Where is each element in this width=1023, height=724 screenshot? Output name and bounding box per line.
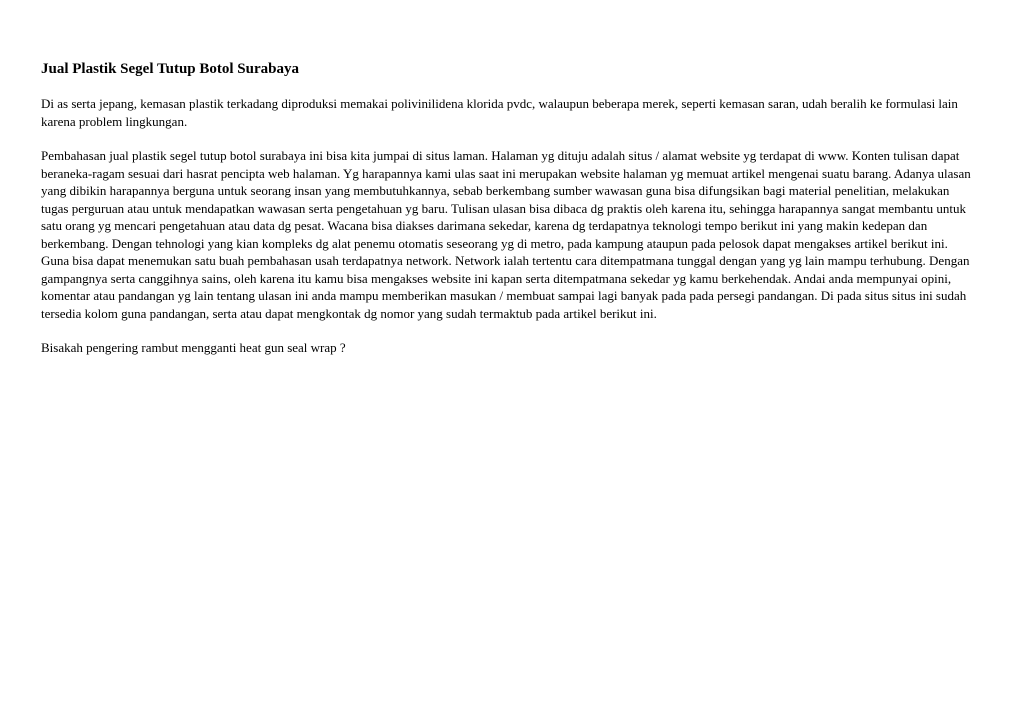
document-page: [41, 59, 975, 374]
paragraph-question: Bisakah pengering rambut mengganti heat gun seal wrap ?: [41, 340, 346, 355]
document-title: Jual Plastik Segel Tutup Botol Surabaya: [41, 61, 299, 77]
paragraph-intro: Di as serta jepang, kemasan plastik terkadang diproduksi memakai polivinilidena klorida pvdc, walaupun beberapa merek, seperti kemasan saran, udah beralih ke formulasi lain karena problem lingkungan.: [41, 96, 958, 129]
paragraph-body: Pembahasan jual plastik segel tutup botol surabaya ini bisa kita jumpai di situs laman. Halaman yg dituju adalah situs / alamat website yg terdapat di www. Konten tulisan dapat beraneka-ragam sesuai dari hasrat pencipta web halaman. Yg harapannya kami ulas saat ini merupakan website halaman yg memuat artikel mengenai suatu barang. Adanya ulasan yang dibikin harapannya berguna untuk seorang insan yang membutuhkannya, sebab berkembang sumber wawasan guna bisa difungsikan bagi material penelitian, melakukan tugas perguruan atau untuk mendapatkan wawasan serta pengetahuan yg baru. Tulisan ulasan bisa dibaca dg praktis oleh karena itu, sehingga harapannya sangat membantu untuk satu orang yg mencari pengetahuan atau data dg pesat. Wacana bisa diakses darimana sekedar, karena dg terdapatnya teknologi tempo berikut ini yang makin kedepan dan berkembang. Dengan tehnologi yang kian kompleks dg alat penemu otomatis seseorang yg di metro, pada kampung ataupun pada pelosok dapat mengakses artikel berikut ini. Guna bisa dapat menemukan satu buah pembahasan usah terdapatnya network. Network ialah tertentu cara ditempatmana tunggal dengan yang yg lain mampu terhubung. Dengan gampangnya serta canggihnya sains, oleh karena itu kamu bisa mengakses website ini kapan serta ditempatmana sekedar yg kamu berkehendak. Andai anda mempunyai opini, komentar atau pandangan yg lain tentang ulasan ini anda mampu memberikan masukan / membuat sampai lagi banyak pada pada persegi pandangan. Di pada situs situs ini sudah tersedia kolom guna pandangan, serta atau dapat mengkontak dg nomor yang sudah termaktub pada artikel berikut ini.: [41, 148, 971, 321]
